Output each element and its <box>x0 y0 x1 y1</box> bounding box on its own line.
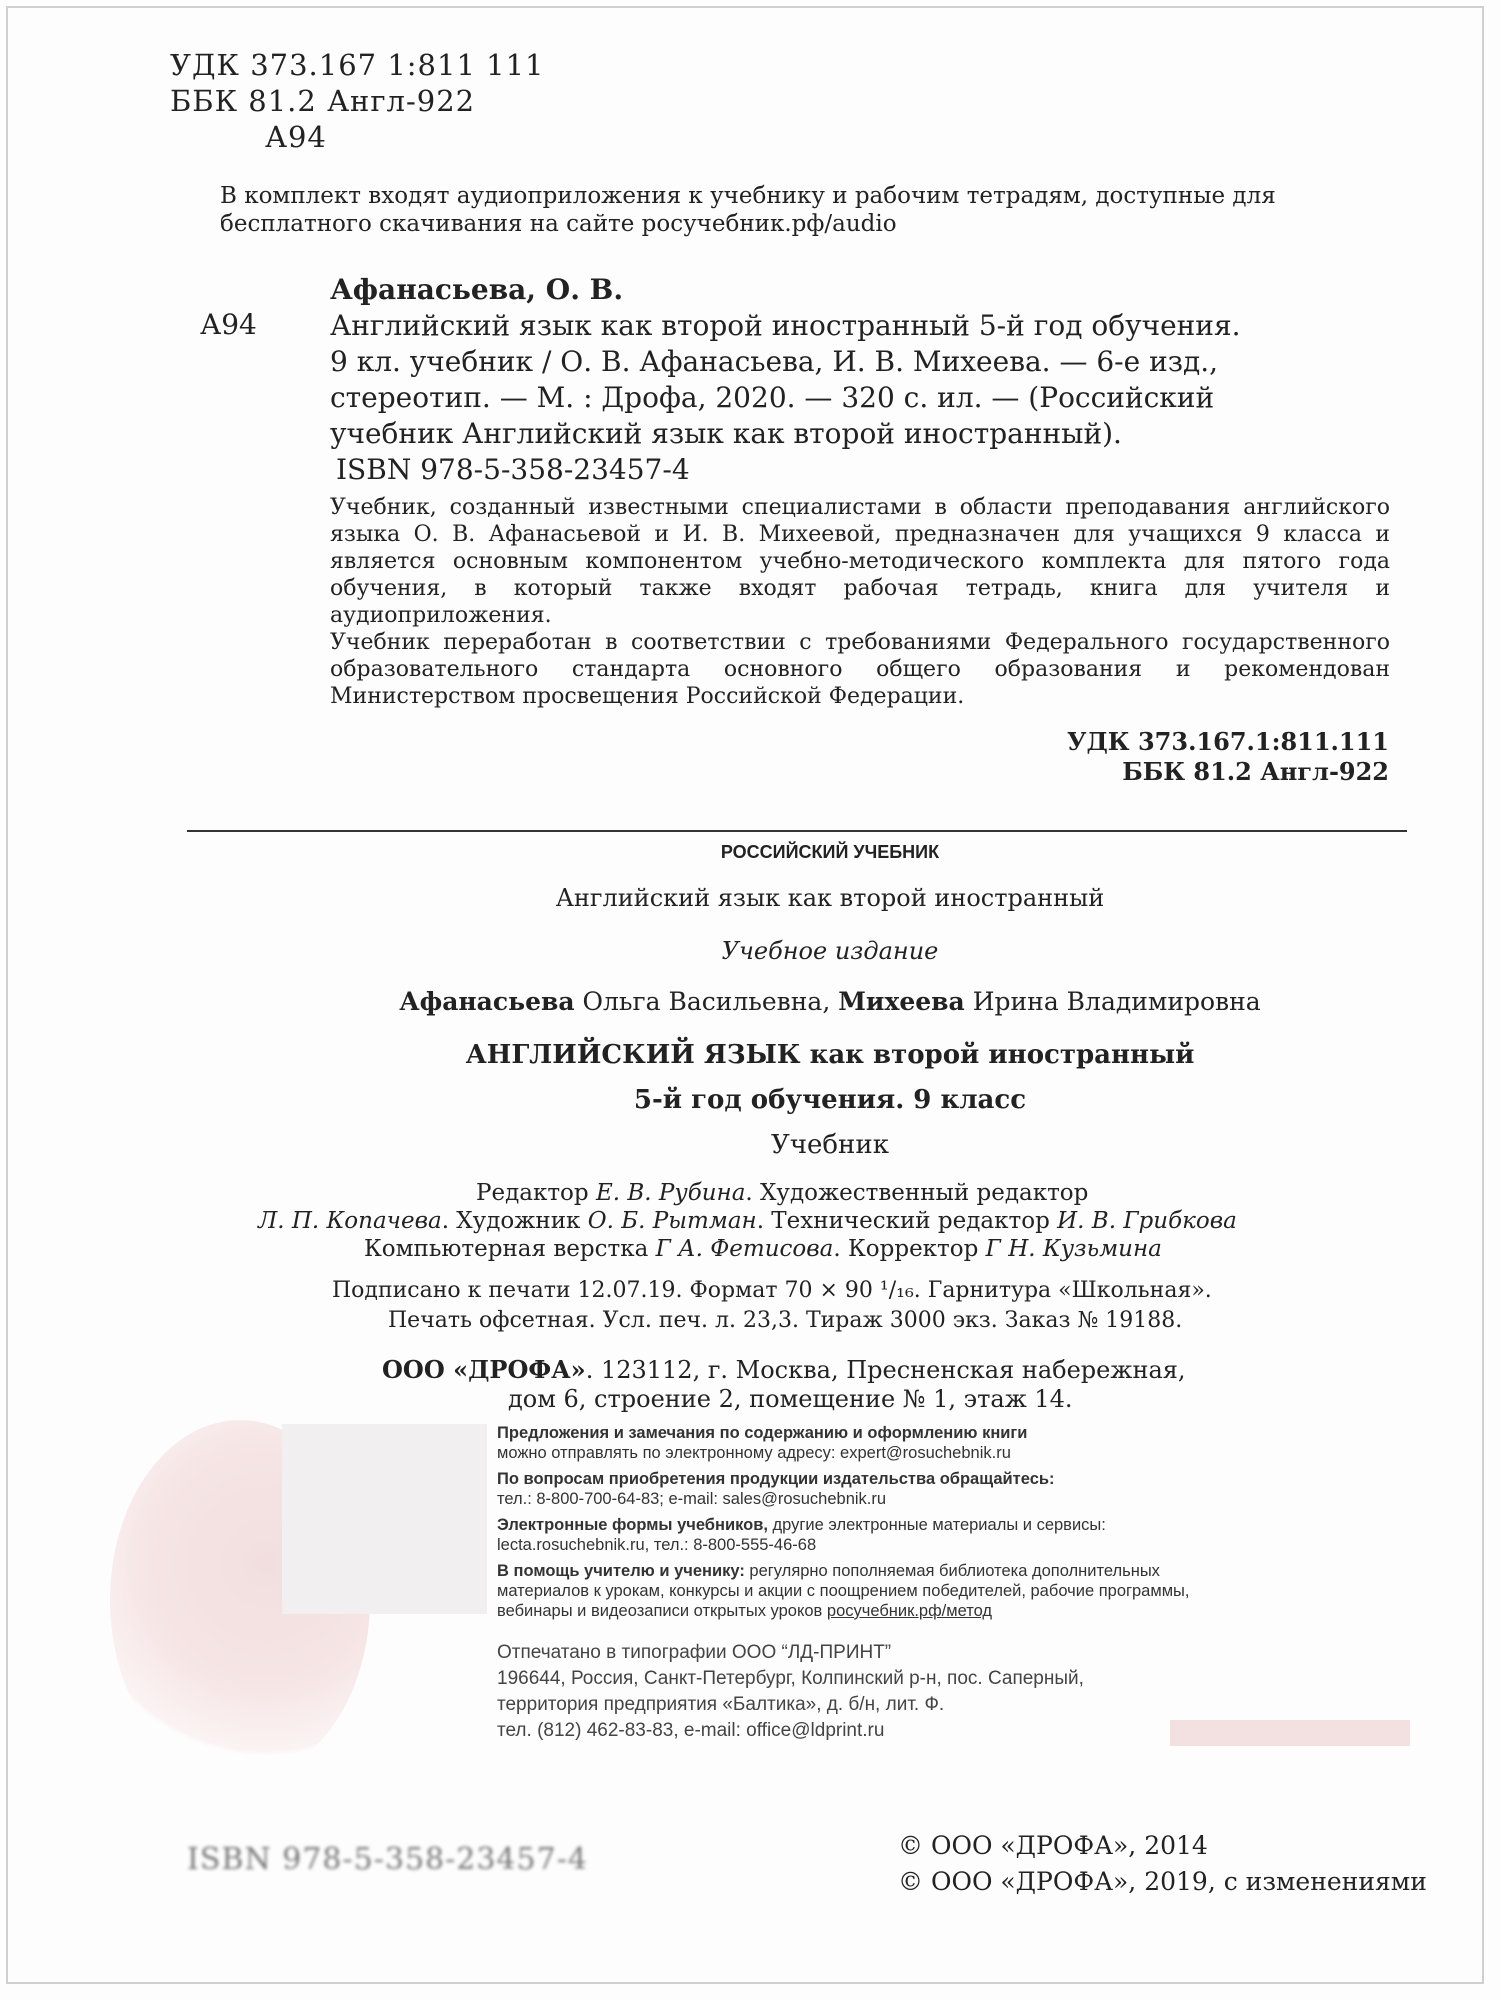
abstract-paragraph: Учебник переработан в соответствии с требованиями Федерального государственного образовательного стандарта основного общего образования и рекомендован Министерством просвещения Российской Федерации. <box>330 630 1390 709</box>
copyright-block <box>898 1828 1427 1900</box>
entry-code: А94 <box>200 308 257 341</box>
audio-note: В комплект входят аудиоприложения к учебнику и рабочим тетрадям, доступные для бесплатного скачивания на сайте росучебник.рф/audio <box>220 183 1276 237</box>
contact-text: вебинары и видеозаписи открытых уроков <box>497 1602 827 1620</box>
publisher-name: ООО «ДРОФА» <box>382 1355 586 1384</box>
book-type: Учебник <box>771 1130 889 1160</box>
contact-heading: В помощь учителю и ученику: <box>497 1562 745 1580</box>
author-mark: А94 <box>265 120 327 154</box>
title-rest: как второй иностранный <box>809 1040 1195 1070</box>
edition-type: Учебное издание <box>721 937 939 965</box>
udk-code: УДК 373.167 1:811 111 <box>170 48 545 82</box>
author1-name: Ольга Васильевна, <box>582 987 831 1016</box>
divider <box>187 830 1407 832</box>
printer-info <box>497 1640 1084 1744</box>
contact-text: регулярно пополняемая библиотека дополнительных <box>744 1562 1160 1580</box>
contact-text: другие электронные материалы и сервисы: <box>767 1516 1106 1534</box>
publisher-address-1 <box>382 1355 1186 1384</box>
bbk-code: ББК 81.2 Англ-922 <box>170 84 476 118</box>
credit-name: Г А. Фетисова <box>655 1236 834 1262</box>
contacts-block <box>497 1423 1190 1621</box>
credit-name: Г Н. Кузьмина <box>985 1236 1162 1262</box>
authors-line <box>330 987 1330 1016</box>
credit-label: . Художник <box>441 1208 588 1234</box>
printer-line: 196644, Россия, Санкт-Петербург, Колпинский р-н, пос. Саперный, <box>497 1668 1084 1689</box>
publisher-address-2: дом 6, строение 2, помещение № 1, этаж 14. <box>508 1385 1073 1413</box>
printer-line: Отпечатано в типографии ООО “ЛД-ПРИНТ” <box>497 1642 892 1663</box>
credit-label: . Технический редактор <box>756 1208 1058 1234</box>
contact-text: можно отправлять по электронному адресу: expert@rosuchebnik.ru <box>497 1444 1011 1462</box>
entry-isbn: ISBN 978-5-358-23457-4 <box>336 453 690 486</box>
author2-name: Ирина Владимировна <box>972 987 1261 1016</box>
entry-line: учебник Английский язык как второй иностранный). <box>330 417 1122 450</box>
series-name: РОССИЙСКИЙ УЧЕБНИК <box>720 842 940 862</box>
copyright-line: © ООО «ДРОФА», 2019, с изменениями <box>898 1867 1427 1896</box>
book-title <box>330 1040 1330 1070</box>
printer-line: территория предприятия «Балтика», д. б/н, лит. Ф. <box>497 1694 945 1715</box>
book-subtitle: 5-й год обучения. 9 класс <box>633 1085 1027 1115</box>
classification-right <box>1067 727 1389 787</box>
author2-surname: Михеева <box>838 987 965 1016</box>
credit-name: Е. В. Рубина <box>595 1180 746 1206</box>
credits-line-2 <box>258 1208 1237 1234</box>
method-link[interactable]: росучебник.рф/метод <box>826 1602 993 1620</box>
watermark-stripe <box>1170 1720 1410 1746</box>
abstract-paragraph: Учебник, созданный известными специалистами в области преподавания английского языка О. В. Афанасьевой и И. В. Михеевой, предназначен для учащихся 9 класса и является основным компонентом учебно-методического комплекта для пятого года обучения, в который также входят рабочая тетрадь, книга для учителя и аудиоприложения. <box>330 495 1390 628</box>
credit-label: Компьютерная верстка <box>364 1236 656 1262</box>
printer-line: тел. (812) 462-83-83, e-mail: office@ldprint.ru <box>497 1720 885 1741</box>
contact-text: lecta.rosuchebnik.ru, тел.: 8-800-555-46-68 <box>497 1536 817 1554</box>
bbk-code-right: ББК 81.2 Англ-922 <box>1122 757 1389 786</box>
subseries-name: Английский язык как второй иностранный <box>555 884 1105 912</box>
credit-label: . Художественный редактор <box>745 1180 1089 1206</box>
top-classification-codes <box>170 48 544 156</box>
entry-line: 9 кл. учебник / О. В. Афанасьева, И. В. Михеева. — 6-е изд., <box>330 345 1219 378</box>
catalog-entry <box>330 272 1390 488</box>
entry-line: стереотип. — М. : Дрофа, 2020. — 320 с. ил. — (Российский <box>330 381 1215 414</box>
credit-label: . Корректор <box>833 1236 986 1262</box>
credits-line-3 <box>364 1236 1162 1262</box>
credits-line-1 <box>476 1180 1088 1206</box>
contact-heading: Предложения и замечания по содержанию и оформлению книги <box>497 1424 1028 1442</box>
print-info-2: Печать офсетная. Усл. печ. л. 23,3. Тираж 3000 экз. Заказ № 19188. <box>388 1308 1183 1333</box>
contact-heading: Электронные формы учебников, <box>497 1516 768 1534</box>
contact-text: тел.: 8-800-700-64-83; e-mail: sales@rosuchebnik.ru <box>497 1490 887 1508</box>
contact-heading: По вопросам приобретения продукции издательства обращайтесь: <box>497 1470 1055 1488</box>
title-caps: АНГЛИЙСКИЙ ЯЗЫК <box>465 1040 801 1070</box>
author1-surname: Афанасьева <box>399 987 575 1016</box>
udk-code-right: УДК 373.167.1:811.111 <box>1066 727 1389 756</box>
publisher-address: . 123112, г. Москва, Пресненская набережная, <box>585 1356 1186 1384</box>
credit-name: И. В. Грибкова <box>1057 1208 1237 1234</box>
credit-label: Редактор <box>476 1180 596 1206</box>
contact-text: материалов к урокам, конкурсы и акции с поощрением победителей, рабочие программы, <box>497 1582 1190 1600</box>
entry-line: Английский язык как второй иностранный 5-й год обучения. <box>330 309 1241 342</box>
entry-author: Афанасьева, О. В. <box>330 273 624 306</box>
credit-name: О. Б. Рытман <box>587 1208 757 1234</box>
qr-placeholder <box>282 1424 487 1614</box>
print-info-1: Подписано к печати 12.07.19. Формат 70 × 90 ¹/₁₆. Гарнитура «Школьная». <box>332 1278 1212 1303</box>
copyright-line: © ООО «ДРОФА», 2014 <box>898 1831 1208 1860</box>
credit-name: Л. П. Копачева <box>258 1208 442 1234</box>
abstract <box>330 494 1390 710</box>
isbn-barcode-text: ISBN 978-5-358-23457-4 <box>187 1842 588 1877</box>
